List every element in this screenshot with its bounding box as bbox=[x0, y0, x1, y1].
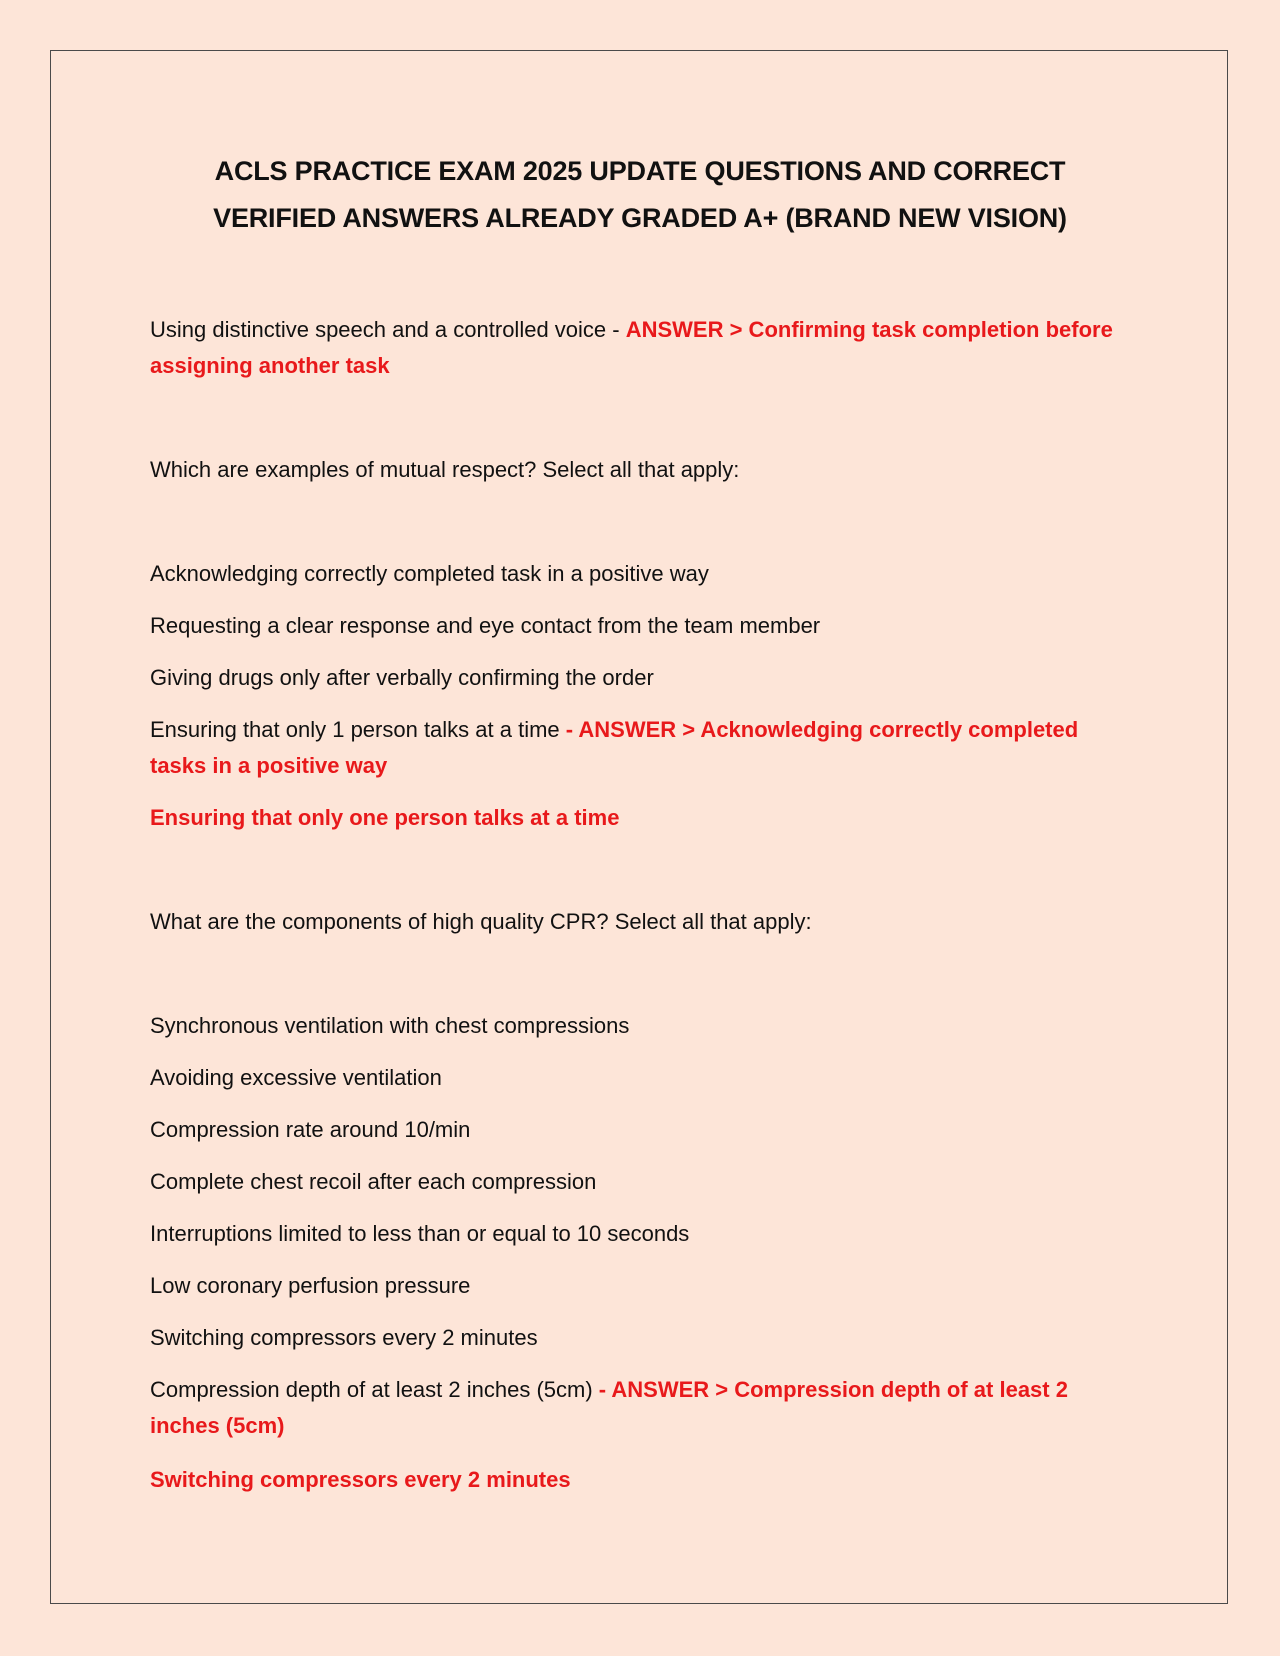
q2-option-4 bbox=[150, 712, 1130, 784]
q2-option-3: Giving drugs only after verbally confirming the order bbox=[150, 665, 654, 690]
q3-option-8 bbox=[150, 1372, 1130, 1444]
q1-text: Using distinctive speech and a controlled voice - bbox=[150, 317, 626, 342]
q2-option-2: Requesting a clear response and eye contact from the team member bbox=[150, 613, 821, 638]
q1-answer: ANSWER > Confirming task completion before assigning another task bbox=[150, 317, 1113, 378]
q3-option-6: Low coronary perfusion pressure bbox=[150, 1273, 471, 1298]
q2-question: Which are examples of mutual respect? Select all that apply: bbox=[150, 457, 740, 482]
q2-option-1: Acknowledging correctly completed task in a positive way bbox=[150, 561, 709, 586]
q3-option-1: Synchronous ventilation with chest compressions bbox=[150, 1013, 630, 1038]
q3-option-7: Switching compressors every 2 minutes bbox=[150, 1325, 538, 1350]
q3-option-8-text: Compression depth of at least 2 inches (5cm) bbox=[150, 1377, 599, 1402]
q2-option-4-text: Ensuring that only 1 person talks at a time bbox=[150, 717, 566, 742]
q2-answer: - ANSWER > Acknowledging correctly completed tasks in a positive way bbox=[150, 717, 1079, 778]
q3-option-3: Compression rate around 10/min bbox=[150, 1117, 471, 1142]
q1-item bbox=[150, 312, 1130, 384]
q3-option-5: Interruptions limited to less than or equal to 10 seconds bbox=[150, 1221, 690, 1246]
q3-option-2: Avoiding excessive ventilation bbox=[150, 1065, 442, 1090]
q3-answer: - ANSWER > Compression depth of at least 2 inches (5cm) bbox=[150, 1377, 1068, 1438]
document-title: ACLS PRACTICE EXAM 2025 UPDATE QUESTIONS AND CORRECT VERIFIED ANSWERS ALREADY GRADED A+ (BRAND NEW VISION) bbox=[213, 156, 1067, 233]
q3-option-4: Complete chest recoil after each compression bbox=[150, 1169, 597, 1194]
q2-answer-extra: Ensuring that only one person talks at a time bbox=[150, 805, 620, 830]
q3-question: What are the components of high quality CPR? Select all that apply: bbox=[150, 909, 812, 934]
q3-answer-extra: Switching compressors every 2 minutes bbox=[150, 1467, 571, 1492]
